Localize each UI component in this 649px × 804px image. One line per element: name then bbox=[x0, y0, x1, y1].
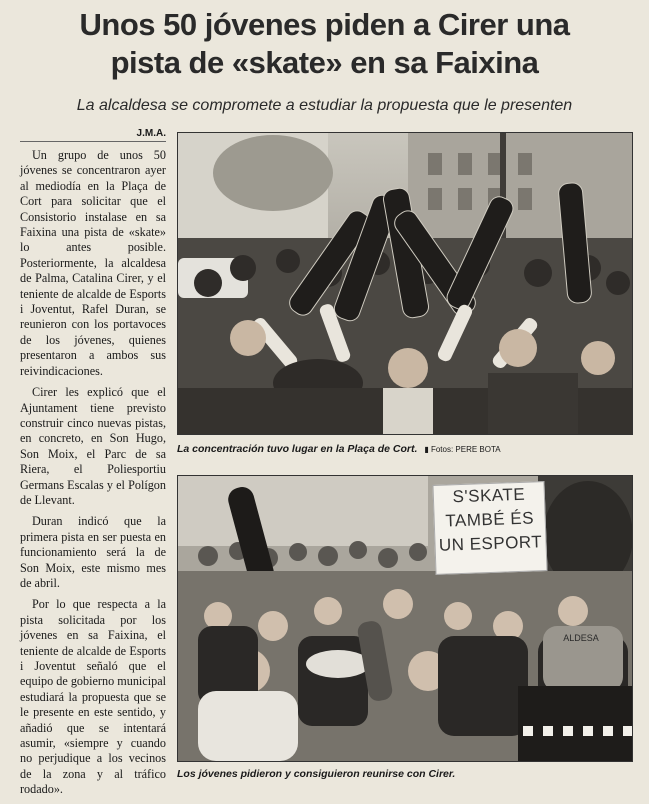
article-paragraph: Un grupo de unos 50 jóvenes se concentraron ayer al mediodía en la Plaça de Cort para solicitar que el Consistorio instalase en sa Faixina una pista de «skate» lo antes posible. Posteriormente, la alcaldesa de Palma, Catalina Cirer, y el teniente de alcalde de Esports i Joventut, Rafel Duran, se reunieron con los portavoces de los jóvenes, quienes presentaron a ambos sus reivindicaciones. bbox=[20, 148, 166, 378]
article-paragraph: Por lo que respecta a la pista solicitada por los jóvenes en sa Faixina, el teniente de alcalde de Esports i Joventut señaló que el equipo de gobierno municipal estudiará la propuesta que se le presente en este sentido, y añadió que se intentará asumir, «siempre y cuando no perjudique a los vecinos de la zona y al tráfico rodado». bbox=[20, 597, 166, 797]
article-paragraph: Cirer les explicó que el Ajuntament tiene previsto construir cinco nuevas pistas, en concreto, en Son Hugo, Son Moix, el Parc de sa Riera, el Poliesportiu Germans Escalas y el Polígon de Llevant. bbox=[20, 385, 166, 507]
article-body bbox=[20, 148, 166, 804]
shirt-print: ALDESA bbox=[563, 633, 599, 643]
youths-photo-graphic bbox=[178, 476, 632, 761]
protest-sign bbox=[432, 481, 547, 575]
headline bbox=[10, 6, 639, 82]
subheadline: La alcaldesa se compromete a estudiar la propuesta que le presenten bbox=[76, 97, 573, 114]
sign-line: UN ESPORT bbox=[438, 532, 543, 555]
caption-text: La concentración tuvo lugar en la Plaça de Cort. bbox=[177, 443, 418, 455]
headline-line-1: Unos 50 jóvenes piden a Cirer una bbox=[79, 7, 570, 42]
photo-caption-1 bbox=[177, 443, 631, 456]
photo-credit: ▮ Fotos: PERE BOTA bbox=[424, 445, 501, 454]
byline: J.M.A. bbox=[20, 128, 166, 142]
photo-youths-meeting bbox=[177, 475, 633, 762]
photo-crowd-skateboards bbox=[177, 132, 633, 435]
photo-caption-2: Los jóvenes pidieron y consiguieron reunirse con Cirer. bbox=[177, 768, 456, 780]
sign-line: TAMBÉ ÉS bbox=[445, 508, 535, 531]
headline-line-2: pista de «skate» en sa Faixina bbox=[110, 45, 539, 80]
sign-line: S'SKATE bbox=[452, 484, 526, 507]
crowd-photo-graphic bbox=[178, 133, 632, 434]
photo-credit-text: Fotos: PERE BOTA bbox=[430, 445, 501, 454]
article-paragraph: Duran indicó que la primera pista en ser puesta en funcionamiento será la de Son Moix, este mismo mes de abril. bbox=[20, 514, 166, 590]
